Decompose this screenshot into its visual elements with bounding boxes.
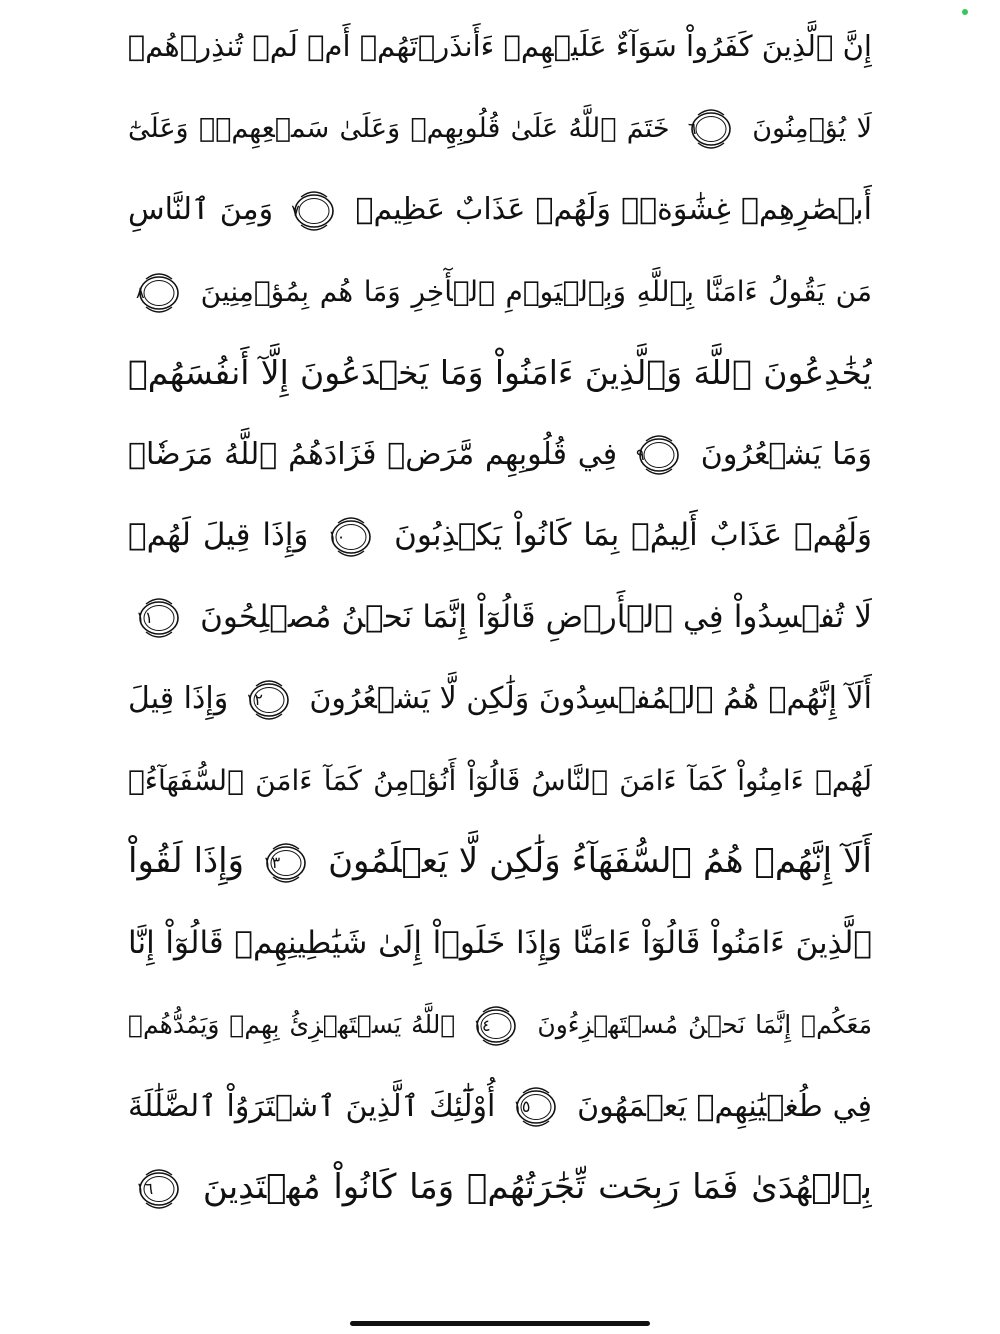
verse-text: مَعَكُمۡ إِنَّمَا نَحۡنُ مُسۡتَهۡزِءُونَ (537, 1010, 872, 1039)
ayah-number: ٦ (687, 119, 697, 138)
ayah-number-marker-icon[interactable] (291, 189, 337, 233)
ayah-number-marker-icon[interactable] (246, 678, 292, 722)
verse-line (128, 88, 872, 170)
verse-text: أَبۡصَٰرِهِمۡ غِشَٰوَةٞۖ وَلَهُمۡ عَذَابٌ عَظِيمٞ (355, 192, 872, 227)
ayah-number-marker-icon[interactable] (636, 433, 682, 477)
verse-line (128, 740, 872, 822)
ayah-number-marker-icon[interactable] (473, 1004, 519, 1048)
verse-text: لَا يُؤۡمِنُونَ (752, 112, 872, 144)
verse-line (128, 903, 872, 985)
verse-text: خَتَمَ ٱللَّهُ عَلَىٰ قُلُوبِهِمۡ وَعَلَىٰ سَمۡعِهِمۡۖ وَعَلَىٰٓ (128, 112, 670, 144)
verse-line (128, 6, 872, 88)
mushaf-text (128, 6, 872, 1310)
verse-line (128, 1066, 872, 1148)
ayah-number-marker-icon[interactable] (513, 1085, 559, 1129)
ayah-number-marker-icon[interactable] (688, 107, 734, 151)
verse-text: وَإِذَا قِيلَ (128, 681, 229, 716)
verse-line (128, 577, 872, 659)
verse-line (128, 169, 872, 251)
ayah-number: ٨ (136, 282, 145, 302)
verse-text: بِٱلۡهُدَىٰ فَمَا رَبِحَت تِّجَٰرَتُهُمۡ وَمَا كَانُواْ مُهۡتَدِينَ (202, 1167, 872, 1207)
verse-text: فِي طُغۡيَٰنِهِمۡ يَعۡمَهُونَ (577, 1088, 872, 1124)
ayah-number: ١٤ (473, 1016, 491, 1035)
ayah-number: ١٠ (328, 526, 346, 546)
verse-text: إِنَّ ٱلَّذِينَ كَفَرُواْ سَوَآءٌ عَلَيۡهِمۡ ءَأَنذَرۡتَهُمۡ أَمۡ لَمۡ تُنذِرۡهُمۡ (128, 29, 872, 63)
verse-line (128, 414, 872, 496)
status-indicator-icon (962, 9, 968, 15)
home-indicator[interactable] (350, 1321, 650, 1326)
ayah-number-marker-icon[interactable] (328, 515, 374, 559)
ayah-number: ١٢ (245, 689, 263, 709)
verse-text: وَإِذَا لَقُواْ (128, 841, 245, 881)
verse-text: أَلَآ إِنَّهُمۡ هُمُ ٱلۡمُفۡسِدُونَ وَلَٰكِن لَّا يَشۡعُرُونَ (309, 681, 872, 716)
ayah-number: ١٥ (513, 1097, 531, 1116)
ayah-number-marker-icon[interactable] (136, 596, 182, 640)
verse-text: وَإِذَا قِيلَ لَهُمۡ (128, 517, 309, 553)
verse-line (128, 332, 872, 414)
verse-text: وَمَا يَشۡعُرُونَ (700, 436, 872, 472)
verse-text: أَلَآ إِنَّهُمۡ هُمُ ٱلسُّفَهَآءُ وَلَٰكِن لَّا يَعۡلَمُونَ (328, 841, 872, 881)
verse-text: ٱلَّذِينَ ءَامَنُواْ قَالُوٓاْ ءَامَنَّا وَإِذَا خَلَوۡاْ إِلَىٰ شَيَٰطِينِهِمۡ قَالُوٓاْ إِنَّا (128, 924, 872, 961)
verse-line (128, 495, 872, 577)
ayah-number: ١٣ (263, 852, 281, 872)
ayah-number: ٧ (291, 200, 300, 220)
verse-text: أُوْلَٰٓئِكَ ٱلَّذِينَ ٱشۡتَرَوُاْ ٱلضَّلَٰلَةَ (128, 1088, 496, 1124)
ayah-number-marker-icon[interactable] (263, 841, 309, 885)
verse-line (128, 658, 872, 740)
verse-line (128, 1147, 872, 1229)
ayah-number: ٩ (635, 445, 645, 464)
verse-line (128, 251, 872, 333)
verse-text: ٱللَّهُ يَسۡتَهۡزِئُ بِهِمۡ وَيَمُدُّهُمۡ (128, 1010, 456, 1039)
ayah-number-marker-icon[interactable] (136, 1167, 182, 1211)
verse-text: يُخَٰدِعُونَ ٱللَّهَ وَٱلَّذِينَ ءَامَنُواْ وَمَا يَخۡدَعُونَ إِلَّآ أَنفُسَهُمۡ (128, 353, 872, 392)
verse-text: وَلَهُمۡ عَذَابٌ أَلِيمُۢ بِمَا كَانُواْ يَكۡذِبُونَ (394, 517, 872, 553)
verse-text: لَا تُفۡسِدُواْ فِي ٱلۡأَرۡضِ قَالُوٓاْ إِنَّمَا نَحۡنُ مُصۡلِحُونَ (200, 598, 872, 635)
verse-line (128, 984, 872, 1066)
verse-line (128, 821, 872, 903)
verse-text: فِي قُلُوبِهِم مَّرَضٞ فَزَادَهُمُ ٱللَّهُ مَرَضٗاۖ (128, 436, 618, 472)
verse-text: مَن يَقُولُ ءَامَنَّا بِٱللَّهِ وَبِٱلۡيَوۡمِ ٱلۡأٓخِرِ وَمَا هُم بِمُؤۡمِنِينَ (200, 274, 872, 308)
ayah-number-marker-icon[interactable] (136, 271, 182, 315)
verse-text: لَهُمۡ ءَامِنُواْ كَمَآ ءَامَنَ ٱلنَّاسُ قَالُوٓاْ أَنُؤۡمِنُ كَمَآ ءَامَنَ ٱلسُّفَهَآءُۗ (128, 763, 872, 797)
ayah-number: ١٦ (136, 1178, 154, 1198)
verse-text: وَمِنَ ٱلنَّاسِ (128, 192, 274, 227)
ayah-number: ١١ (136, 608, 154, 627)
